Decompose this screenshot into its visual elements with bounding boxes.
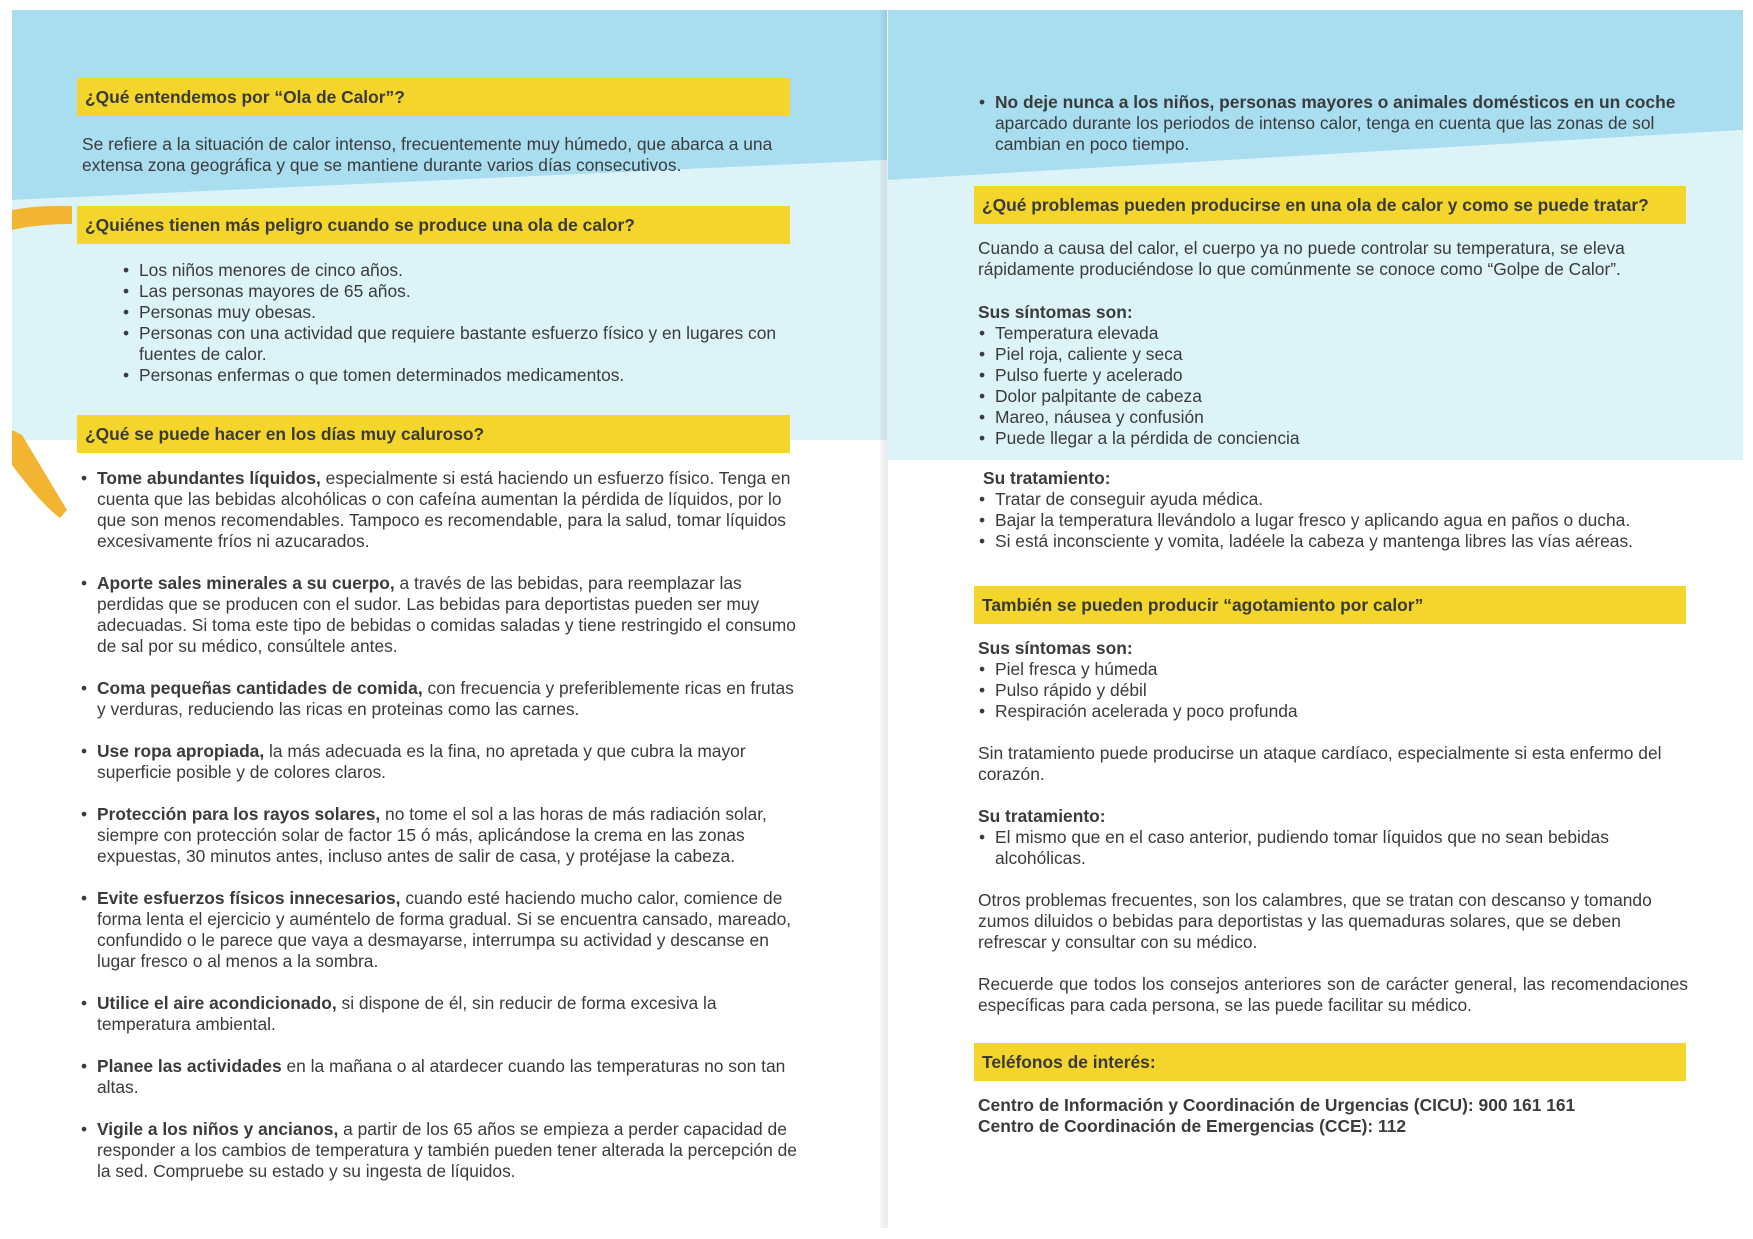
tip-item — [80, 888, 802, 972]
list-item: • Personas enfermas o que tomen determinados medicamentos. — [122, 365, 802, 386]
list-item: • Bajar la temperatura llevándolo a lugar fresco y aplicando agua en paños o ducha. — [978, 510, 1698, 531]
tip-title: Aporte sales minerales a su cuerpo, — [97, 573, 395, 593]
tip-text: no tome el sol a las horas de más radiación solar, siempre con protección solar de factor 15 ó más, aplicándose la crema en las zonas expuestas, 30 minutos antes, incluso antes de salir de casa, y protéjase la cabeza. — [97, 804, 767, 866]
tip-item — [80, 1119, 802, 1182]
symptoms-label: Sus síntomas son: — [978, 302, 1133, 322]
tip-title: Evite esfuerzos físicos innecesarios, — [97, 888, 401, 908]
list-item: • Mareo, náusea y confusión — [978, 407, 1678, 428]
list-item: • Pulso fuerte y acelerado — [978, 365, 1678, 386]
list-item: • Respiración acelerada y poco profunda — [978, 701, 1678, 722]
list-item: • Puede llegar a la pérdida de conciencia — [978, 428, 1678, 449]
section-heading-what-to-do: ¿Qué se puede hacer en los días muy caluroso? — [77, 415, 790, 453]
warning-text: Sin tratamiento puede producirse un ataque cardíaco, especialmente si esta enfermo del corazón. — [978, 743, 1662, 784]
tip-text: especialmente si está haciendo un esfuerzo físico. Tenga en cuenta que las bebidas alcohólicas o con cafeína aumentan la pérdida de líquidos, por lo que son menos recomendables. Tampoco es recomendable, para la salud, tomar líquidos excesivamente fríos ni azucarados. — [97, 468, 791, 551]
tip-title: Vigile a los niños y ancianos, — [97, 1119, 339, 1139]
reminder-text: Recuerde que todos los consejos anteriores son de carácter general, las recomendaciones específicas para cada persona, se las puede facilitar su médico. — [978, 974, 1688, 1015]
tip-text: la más adecuada es la fina, no apretada y que cubra la mayor superficie posible y de colores claros. — [97, 741, 746, 782]
section-heading-problems: ¿Qué problemas pueden producirse en una ola de calor y como se puede tratar? — [974, 186, 1686, 224]
list-item: • Piel roja, caliente y seca — [978, 344, 1678, 365]
list-item: • Personas con una actividad que requiere bastante esfuerzo físico y en lugares con fuentes de calor. — [122, 323, 802, 365]
phone-cicu: Centro de Información y Coordinación de Urgencias (CICU): 900 161 161 — [978, 1095, 1576, 1115]
tip-item — [80, 1056, 802, 1098]
tip-text: si dispone de él, sin reducir de forma excesiva la temperatura ambiental. — [97, 993, 717, 1034]
tip-item — [80, 741, 802, 783]
tip-title: No deje nunca a los niños, personas mayores o animales domésticos en un coche — [995, 92, 1676, 112]
tip-text: aparcado durante los periodos de intenso calor, tenga en cuenta que las zonas de sol cambian en poco tiempo. — [995, 113, 1655, 154]
list-item: • El mismo que en el caso anterior, pudiendo tomar líquidos que no sean bebidas alcohólicas. — [978, 827, 1688, 869]
treatment-label: Su tratamiento: — [983, 468, 1111, 488]
heat-stroke-body: Cuando a causa del calor, el cuerpo ya no puede controlar su temperatura, se eleva rápidamente produciéndose lo que comúnmente se conoce como “Golpe de Calor”. — [978, 238, 1625, 279]
section-heading-exhaustion: También se pueden producir “agotamiento por calor” — [974, 586, 1686, 624]
tip-item — [80, 804, 802, 867]
tip-title: Tome abundantes líquidos, — [97, 468, 321, 488]
what-is-body: Se refiere a la situación de calor intenso, frecuentemente muy húmedo, que abarca a una extensa zona geográfica y que se mantiene durante varios días consecutivos. — [82, 134, 773, 175]
section-heading-who-at-risk: ¿Quiénes tienen más peligro cuando se produce una ola de calor? — [77, 206, 790, 244]
exhaustion-symptoms-list — [978, 659, 1678, 722]
list-item: • Pulso rápido y débil — [978, 680, 1678, 701]
other-problems-text: Otros problemas frecuentes, son los calambres, que se tratan con descanso y tomando zumos diluidos o bebidas para deportistas y las quemaduras solares, que se deben refrescar y consultar con su médico. — [978, 890, 1652, 952]
heat-stroke-symptoms-list — [978, 323, 1678, 449]
tip-text: a través de las bebidas, para reemplazar las perdidas que se producen con el sudor. Las bebidas para deportistas pueden ser muy adecuadas. Si toma este tipo de bebidas o comidas saladas y tiene restringido el consumo de sal por su médico, consúltele antes. — [97, 573, 796, 656]
symptoms-label: Sus síntomas son: — [978, 638, 1133, 658]
tip-title: Use ropa apropiada, — [97, 741, 265, 761]
risk-groups-list — [122, 260, 802, 386]
list-item: • Dolor palpitante de cabeza — [978, 386, 1678, 407]
tip-title: Planee las actividades — [97, 1056, 282, 1076]
tips-list — [80, 468, 802, 1182]
tip-title: Coma pequeñas cantidades de comida, — [97, 678, 423, 698]
list-item: • Temperatura elevada — [978, 323, 1678, 344]
tip-item — [80, 993, 802, 1035]
phone-cce: Centro de Coordinación de Emergencias (CCE): 112 — [978, 1116, 1407, 1136]
exhaustion-treatment-list — [978, 827, 1688, 869]
treatment-label: Su tratamiento: — [978, 806, 1106, 826]
tip-item — [978, 92, 1688, 155]
section-heading-what-is: ¿Qué entendemos por “Ola de Calor”? — [77, 78, 790, 116]
list-item: • Personas muy obesas. — [122, 302, 802, 323]
tip-title: Utilice el aire acondicionado, — [97, 993, 337, 1013]
heat-stroke-treatment-list — [978, 489, 1698, 552]
list-item: • Si está inconsciente y vomita, ladéele la cabeza y mantenga libres las vías aéreas. — [978, 531, 1698, 552]
tip-text: cuando esté haciendo mucho calor, comience de forma lenta el ejercicio y auméntelo de forma gradual. Si se encuentra cansado, mareado, confundido o le parece que vaya a desmayarse, interrumpa su actividad y descanse en lugar fresco o al menos a la sombra. — [97, 888, 792, 971]
tip-text: a partir de los 65 años se empieza a perder capacidad de responder a los cambios de temperatura y también pueden tener alterada la percepción de la sed. Compruebe su estado y su ingesta de líquidos. — [97, 1119, 797, 1181]
section-heading-phones: Teléfonos de interés: — [974, 1043, 1686, 1081]
tip-title: Protección para los rayos solares, — [97, 804, 381, 824]
tip-item — [80, 678, 802, 720]
tip-item — [80, 573, 802, 657]
tip-item — [80, 468, 802, 552]
list-item: • Tratar de conseguir ayuda médica. — [978, 489, 1698, 510]
list-item: • Los niños menores de cinco años. — [122, 260, 802, 281]
tip-text: en la mañana o al atardecer cuando las temperaturas no son tan altas. — [97, 1056, 786, 1097]
list-item: • Piel fresca y húmeda — [978, 659, 1678, 680]
left-page — [12, 10, 887, 1228]
tip-text: con frecuencia y preferiblemente ricas en frutas y verduras, reduciendo las ricas en proteinas como las carnes. — [97, 678, 794, 719]
car-tip-list — [978, 92, 1688, 155]
right-page — [888, 10, 1743, 1228]
list-item: • Las personas mayores de 65 años. — [122, 281, 802, 302]
